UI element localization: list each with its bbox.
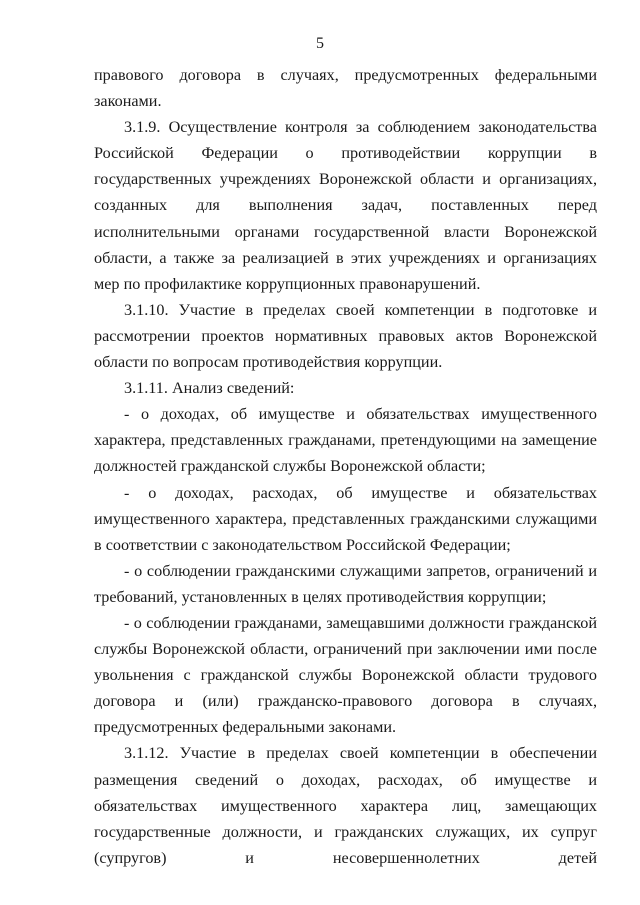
paragraph-item-3-1-12: 3.1.12. Участие в пределах своей компетенции в обеспечении размещения сведений о доходах, расходах, об имуществе и обязательствах имущественного характера лиц, замещающих государственные должности, и гражданских служащих, их супруг (супругов) и несовершеннолетних детей	[94, 744, 597, 867]
paragraph-item-3-1-11: 3.1.11. Анализ сведений:	[124, 379, 295, 398]
paragraph-item-3-1-11-a: - о доходах, об имуществе и обязательствах имущественного характера, представленных гражданами, претендующими на замещение должностей гражданской службы Воронежской области;	[94, 405, 597, 476]
paragraph-item-3-1-11-c: - о соблюдении гражданскими служащими запретов, ограничений и требований, установленных в целях противодействия коррупции;	[94, 561, 597, 606]
document-body	[94, 62, 597, 871]
paragraph-continuation: правового договора в случаях, предусмотренных федеральными законами.	[94, 66, 597, 111]
paragraph-item-3-1-10: 3.1.10. Участие в пределах своей компетенции в подготовке и рассмотрении проектов нормативных правовых актов Воронежской области по вопросам противодействия коррупции.	[94, 300, 597, 372]
paragraph-item-3-1-11-b: - о доходах, расходах, об имуществе и обязательствах имущественного характера, представленных гражданскими служащими в соответствии с законодательством Российской Федерации;	[94, 483, 597, 554]
paragraph-item-3-1-9: 3.1.9. Осуществление контроля за соблюдением законодательства Российской Федерации о противодействии коррупции в государственных учреждениях Воронежской области и организациях, созданных для выполнения задач, поставленных перед исполнительными органами государственной власти Воронежской области, а также за реализацией в этих учреждениях и организациях мер по профилактике коррупционных правонарушений.	[94, 118, 597, 293]
page-number: 5	[316, 35, 324, 52]
paragraph-item-3-1-11-d: - о соблюдении гражданами, замещавшими должности гражданской службы Воронежской области, ограничений при заключении ими после увольнения с гражданской службы Воронежской области трудового договора и (или) гражданско-правового договора в случаях, предусмотренных федеральными законами.	[94, 613, 597, 737]
